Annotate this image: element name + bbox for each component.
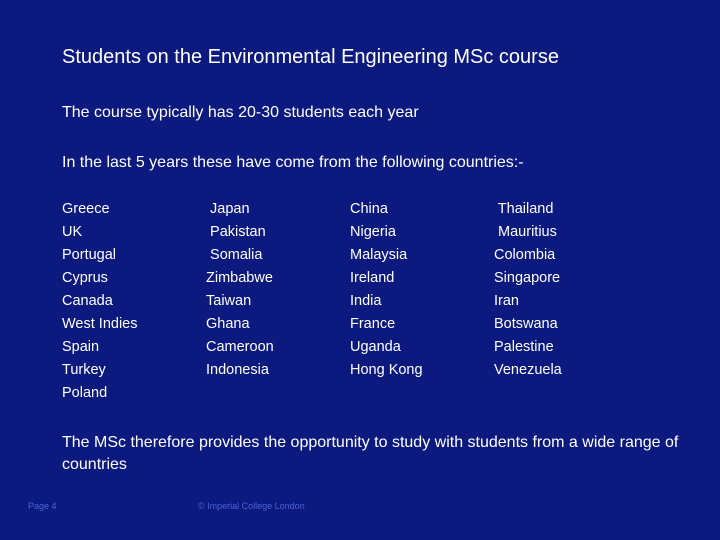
country-item: Nigeria bbox=[350, 224, 396, 240]
country-item: China bbox=[350, 201, 388, 217]
page-number: Page 4 bbox=[28, 501, 57, 511]
country-item: Zimbabwe bbox=[206, 270, 273, 286]
country-item: Iran bbox=[494, 293, 519, 309]
country-item: Turkey bbox=[62, 362, 106, 378]
intro-line: The course typically has 20-30 students each year bbox=[62, 104, 419, 121]
slide-title: Students on the Environmental Engineering MSc course bbox=[62, 46, 559, 68]
country-item: Portugal bbox=[62, 247, 117, 263]
copyright-notice: © Imperial College London bbox=[198, 501, 305, 511]
country-item: Taiwan bbox=[206, 293, 252, 309]
country-item: Uganda bbox=[350, 339, 401, 355]
country-item: Somalia bbox=[206, 247, 263, 263]
country-item: Canada bbox=[62, 293, 113, 309]
country-item: Thailand bbox=[494, 201, 554, 217]
country-column-4 bbox=[494, 200, 562, 384]
country-item: Cameroon bbox=[206, 339, 274, 355]
country-item: Ghana bbox=[206, 316, 250, 332]
countries-heading: In the last 5 years these have come from the following countries:- bbox=[62, 154, 524, 171]
country-column-2 bbox=[206, 200, 274, 384]
country-item: Singapore bbox=[494, 270, 561, 286]
country-item: Ireland bbox=[350, 270, 395, 286]
country-item: Mauritius bbox=[494, 224, 557, 240]
country-item: France bbox=[350, 316, 396, 332]
country-item: UK bbox=[62, 224, 83, 240]
country-item: Botswana bbox=[494, 316, 558, 332]
country-item: Venezuela bbox=[494, 362, 562, 378]
country-item: Poland bbox=[62, 385, 108, 401]
country-item: India bbox=[350, 293, 382, 309]
country-item: West Indies bbox=[62, 316, 138, 332]
country-column-1 bbox=[62, 200, 138, 407]
country-item: Pakistan bbox=[206, 224, 266, 240]
country-item: Indonesia bbox=[206, 362, 269, 378]
country-item: Cyprus bbox=[62, 270, 108, 286]
country-item: Colombia bbox=[494, 247, 556, 263]
country-item: Greece bbox=[62, 201, 110, 217]
conclusion-text: The MSc therefore provides the opportunity to study with students from a wide range of countries bbox=[62, 434, 679, 473]
country-item: Palestine bbox=[494, 339, 554, 355]
country-item: Malaysia bbox=[350, 247, 408, 263]
country-item: Hong Kong bbox=[350, 362, 423, 378]
country-column-3 bbox=[350, 200, 423, 384]
country-item: Japan bbox=[206, 201, 250, 217]
country-item: Spain bbox=[62, 339, 100, 355]
